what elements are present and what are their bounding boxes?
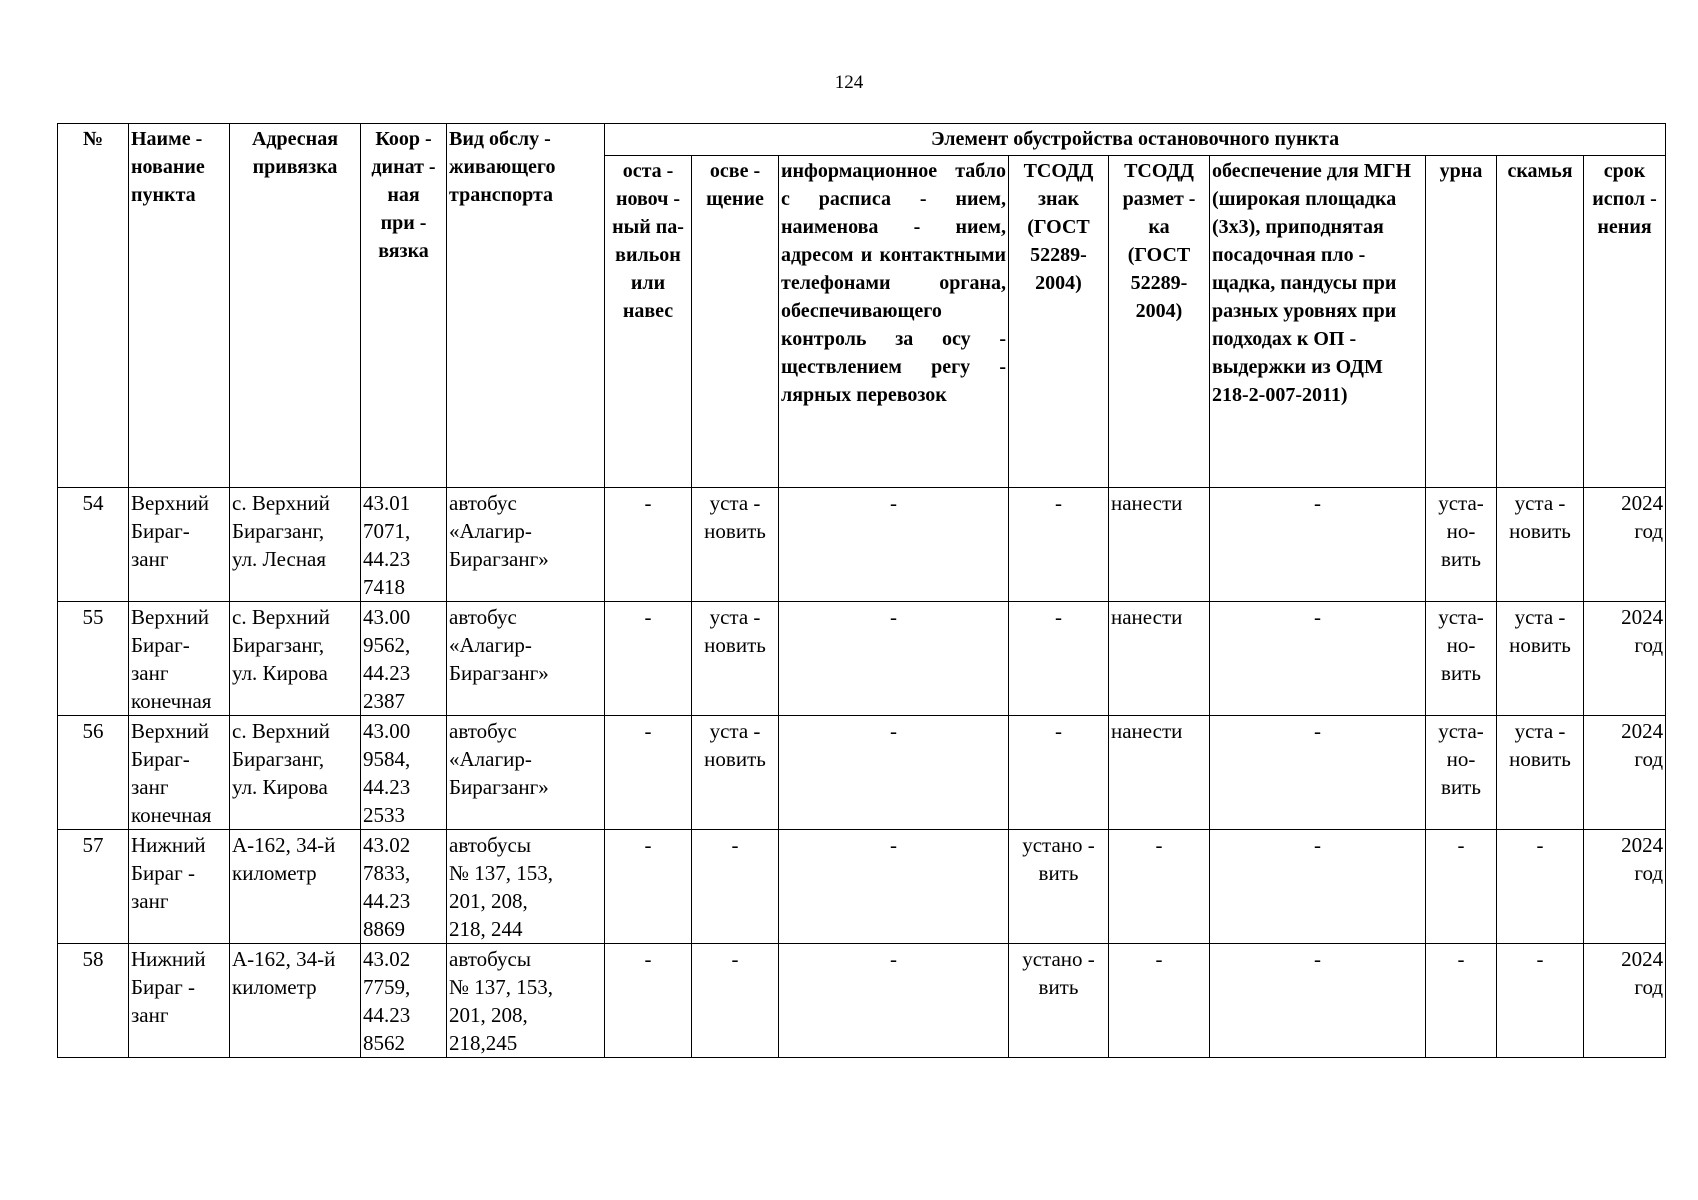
cell-lighting: -	[692, 944, 779, 1058]
cell-coords: 43.02 7759, 44.23 8562	[361, 944, 447, 1058]
header-info-board: информационное табло с расписа - нием, наименова - нием, адресом и контактными телефонами органа, обеспечивающего контроль за осу - ществлением регу - лярных перевозок	[779, 156, 1009, 488]
bus-stops-table	[57, 123, 1666, 1058]
cell-marking: нанести	[1109, 488, 1210, 602]
cell-sign: -	[1009, 488, 1109, 602]
cell-deadline: 2024 год	[1584, 716, 1666, 830]
cell-info-board: -	[779, 830, 1009, 944]
header-transport: Вид обслу - живающего транспорта	[447, 124, 605, 488]
cell-info-board: -	[779, 716, 1009, 830]
cell-sign: -	[1009, 716, 1109, 830]
cell-marking: -	[1109, 830, 1210, 944]
cell-bench: уста - новить	[1497, 716, 1584, 830]
cell-bench: уста - новить	[1497, 602, 1584, 716]
cell-name: Нижний Бираг - занг	[129, 944, 230, 1058]
header-pavilion: оста - новоч - ный па- вильон или навес	[605, 156, 692, 488]
cell-marking: нанести	[1109, 716, 1210, 830]
cell-deadline: 2024 год	[1584, 830, 1666, 944]
cell-urn: уста- но- вить	[1426, 488, 1497, 602]
header-deadline: срок испол - нения	[1584, 156, 1666, 488]
cell-urn: -	[1426, 944, 1497, 1058]
cell-mgn: -	[1210, 830, 1426, 944]
header-mgn: обеспечение для МГН (широкая площадка (3х3), приподнятая посадочная пло - щадка, пандусы при разных уровнях при подходах к ОП - выдержки из ОДМ 218-2-007-2011)	[1210, 156, 1426, 488]
cell-bench: -	[1497, 944, 1584, 1058]
cell-mgn: -	[1210, 602, 1426, 716]
header-group-elements: Элемент обустройства остановочного пункта	[605, 124, 1666, 156]
cell-coords: 43.01 7071, 44.23 7418	[361, 488, 447, 602]
cell-deadline: 2024 год	[1584, 602, 1666, 716]
cell-transport: автобус «Алагир- Бирагзанг»	[447, 716, 605, 830]
cell-urn: -	[1426, 830, 1497, 944]
cell-address: с. Верхний Бирагзанг, ул. Кирова	[230, 602, 361, 716]
cell-info-board: -	[779, 488, 1009, 602]
cell-address: А-162, 34-й километр	[230, 830, 361, 944]
table-row	[58, 602, 1666, 716]
cell-num: 55	[58, 602, 129, 716]
cell-pavilion: -	[605, 830, 692, 944]
cell-lighting: уста - новить	[692, 716, 779, 830]
cell-transport: автобус «Алагир- Бирагзанг»	[447, 488, 605, 602]
cell-address: с. Верхний Бирагзанг, ул. Кирова	[230, 716, 361, 830]
table-row	[58, 488, 1666, 602]
cell-transport: автобус «Алагир- Бирагзанг»	[447, 602, 605, 716]
cell-name: Верхний Бираг- занг конечная	[129, 716, 230, 830]
cell-coords: 43.00 9562, 44.23 2387	[361, 602, 447, 716]
cell-deadline: 2024 год	[1584, 944, 1666, 1058]
cell-bench: уста - новить	[1497, 488, 1584, 602]
header-sign: ТСОДД знак (ГОСТ 52289- 2004)	[1009, 156, 1109, 488]
header-address: Адресная привязка	[230, 124, 361, 488]
table-row	[58, 830, 1666, 944]
cell-name: Верхний Бираг- занг конечная	[129, 602, 230, 716]
cell-address: с. Верхний Бирагзанг, ул. Лесная	[230, 488, 361, 602]
cell-name: Нижний Бираг - занг	[129, 830, 230, 944]
cell-marking: нанести	[1109, 602, 1210, 716]
cell-transport: автобусы № 137, 153, 201, 208, 218, 244	[447, 830, 605, 944]
cell-num: 56	[58, 716, 129, 830]
cell-marking: -	[1109, 944, 1210, 1058]
table-row	[58, 716, 1666, 830]
page-number: 124	[834, 72, 864, 93]
header-lighting: осве - щение	[692, 156, 779, 488]
table-row	[58, 944, 1666, 1058]
cell-num: 54	[58, 488, 129, 602]
header-name: Наиме - нование пункта	[129, 124, 230, 488]
header-coords: Коор - динат - ная при - вязка	[361, 124, 447, 488]
cell-mgn: -	[1210, 488, 1426, 602]
cell-sign: устано - вить	[1009, 944, 1109, 1058]
header-row-top	[58, 124, 1666, 156]
cell-lighting: уста - новить	[692, 488, 779, 602]
cell-info-board: -	[779, 944, 1009, 1058]
cell-sign: устано - вить	[1009, 830, 1109, 944]
cell-coords: 43.00 9584, 44.23 2533	[361, 716, 447, 830]
cell-name: Верхний Бираг- занг	[129, 488, 230, 602]
cell-mgn: -	[1210, 944, 1426, 1058]
cell-address: А-162, 34-й километр	[230, 944, 361, 1058]
header-urn: урна	[1426, 156, 1497, 488]
cell-pavilion: -	[605, 944, 692, 1058]
cell-lighting: уста - новить	[692, 602, 779, 716]
cell-urn: уста- но- вить	[1426, 602, 1497, 716]
cell-bench: -	[1497, 830, 1584, 944]
cell-pavilion: -	[605, 488, 692, 602]
header-bench: скамья	[1497, 156, 1584, 488]
cell-transport: автобусы № 137, 153, 201, 208, 218,245	[447, 944, 605, 1058]
cell-num: 58	[58, 944, 129, 1058]
cell-num: 57	[58, 830, 129, 944]
header-marking: ТСОДД размет - ка (ГОСТ 52289- 2004)	[1109, 156, 1210, 488]
cell-urn: уста- но- вить	[1426, 716, 1497, 830]
cell-info-board: -	[779, 602, 1009, 716]
cell-mgn: -	[1210, 716, 1426, 830]
cell-lighting: -	[692, 830, 779, 944]
cell-deadline: 2024 год	[1584, 488, 1666, 602]
cell-coords: 43.02 7833, 44.23 8869	[361, 830, 447, 944]
cell-pavilion: -	[605, 716, 692, 830]
cell-pavilion: -	[605, 602, 692, 716]
cell-sign: -	[1009, 602, 1109, 716]
header-num: №	[58, 124, 129, 488]
